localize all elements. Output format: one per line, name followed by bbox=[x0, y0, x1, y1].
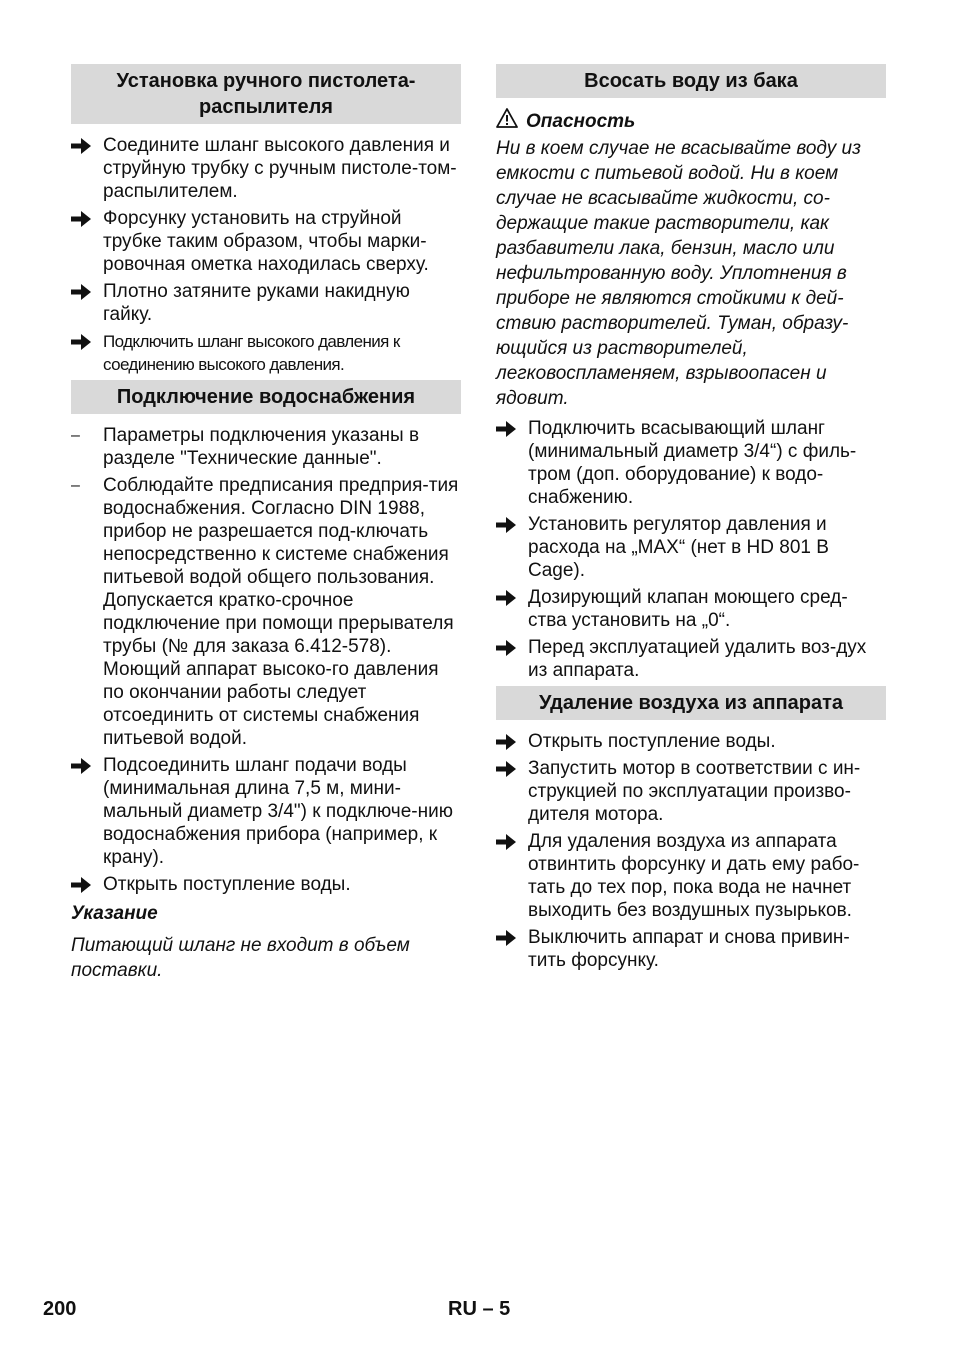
list-item bbox=[71, 330, 461, 376]
air-removal-steps-list bbox=[496, 730, 886, 972]
suction-steps-list bbox=[496, 417, 886, 682]
list-item bbox=[496, 730, 886, 753]
list-item-text: Соедините шланг высокого давления и струйную трубку с ручным пистоле-том-распылителем. bbox=[103, 135, 457, 202]
list-item-text: Форсунку установить на струйной трубке таким образом, чтобы марки-ровочная ометка находилась сверху. bbox=[103, 208, 429, 275]
right-column bbox=[496, 64, 886, 976]
arrow-right-icon bbox=[496, 730, 518, 753]
arrow-right-icon bbox=[496, 586, 518, 609]
page-number: 200 bbox=[43, 1298, 77, 1320]
arrow-right-icon bbox=[71, 754, 93, 777]
warning-triangle-icon bbox=[496, 108, 526, 134]
arrow-right-icon bbox=[71, 873, 93, 896]
list-item-text: Открыть поступление воды. bbox=[103, 874, 351, 895]
list-item bbox=[496, 513, 886, 582]
list-item bbox=[71, 134, 461, 203]
water-connection-notes-list bbox=[71, 424, 461, 750]
arrow-right-icon bbox=[496, 417, 518, 440]
note-text: Питающий шланг не входит в объем поставки. bbox=[71, 935, 410, 981]
section-title-install-spray-gun: Установка ручного пистолета-распылителя bbox=[71, 64, 461, 124]
list-item-text: Соблюдайте предписания предприя-тия водоснабжения. Согласно DIN 1988, прибор не разрешается под-ключать непосредственно к системе снабжения питьевой водой общего пользования. Допускается кратко-срочное подключение при помощи прерывателя трубы (№ для заказа 6.412-578). Моющий аппарат высоко-го давления по окончании работы следует отсоединить от системы снабжения питьевой водой. bbox=[103, 475, 459, 749]
arrow-right-icon bbox=[496, 513, 518, 536]
list-item-text: Установить регулятор давления и расхода на „MAX“ (нет в HD 801 B Cage). bbox=[528, 514, 829, 581]
arrow-right-icon bbox=[71, 330, 93, 353]
list-item bbox=[496, 830, 886, 922]
list-item-text: Подключить всасывающий шланг (минимальный диаметр 3/4“) с филь-тром (доп. оборудование) к водо-снабжению. bbox=[528, 418, 857, 508]
list-item-text: Параметры подключения указаны в разделе "Технические данные". bbox=[103, 425, 420, 469]
arrow-right-icon bbox=[496, 926, 518, 949]
arrow-right-icon bbox=[496, 830, 518, 853]
install-steps-list bbox=[71, 134, 461, 376]
list-item-text: Выключить аппарат и снова привин-тить форсунку. bbox=[528, 927, 850, 971]
dash-bullet: – bbox=[71, 427, 80, 444]
section-title-water-connection: Подключение водоснабжения bbox=[71, 380, 461, 414]
list-item-text: Для удаления воздуха из аппарата отвинтить форсунку и дать ему рабо-тать до тех пор, пока вода не начнет выходить без воздушных пузырьков. bbox=[528, 831, 860, 921]
list-item bbox=[71, 754, 461, 869]
list-item bbox=[496, 926, 886, 972]
list-item bbox=[71, 873, 461, 896]
list-item bbox=[496, 757, 886, 826]
section-title-air-removal: Удаление воздуха из аппарата bbox=[496, 686, 886, 720]
arrow-right-icon bbox=[496, 636, 518, 659]
list-item-text: Подключить шланг высокого давления к соединению высокого давления. bbox=[103, 332, 400, 374]
list-item bbox=[496, 586, 886, 632]
note-title: Указание bbox=[71, 903, 158, 924]
arrow-right-icon bbox=[71, 207, 93, 230]
list-item bbox=[71, 474, 461, 750]
arrow-right-icon bbox=[71, 134, 93, 157]
arrow-right-icon bbox=[71, 280, 93, 303]
list-item bbox=[71, 424, 461, 470]
danger-title: Опасность bbox=[526, 110, 636, 132]
water-connection-steps-list bbox=[71, 754, 461, 896]
list-item-text: Открыть поступление воды. bbox=[528, 731, 776, 752]
arrow-right-icon bbox=[496, 757, 518, 780]
list-item-text: Дозирующий клапан моющего сред-ства установить на „0“. bbox=[528, 587, 848, 631]
list-item bbox=[71, 207, 461, 276]
section-title-suction-from-tank: Всосать воду из бака bbox=[496, 64, 886, 98]
list-item bbox=[496, 417, 886, 509]
left-column bbox=[71, 64, 461, 983]
list-item bbox=[496, 636, 886, 682]
section-page-label: RU – 5 bbox=[448, 1298, 511, 1320]
danger-text: Ни в коем случае не всасывайте воду из емкости с питьевой водой. Ни в коем случае не всасывайте жидкости, со-держащие такие растворители, как разбавители лака, бензин, масло или нефильтрованную воду. Уплотнения в приборе не являются стойкими к дей-ствию растворителей. Туман, образу-ющийся из растворителей, легковоспламеняем, взрывоопасен и ядовит. bbox=[496, 138, 861, 409]
list-item-text: Запустить мотор в соответствии с ин-струкцией по эксплуатации произво-дителя мотора. bbox=[528, 758, 861, 825]
list-item bbox=[71, 280, 461, 326]
list-item-text: Плотно затяните руками накидную гайку. bbox=[103, 281, 410, 325]
danger-heading bbox=[496, 108, 886, 134]
dash-bullet: – bbox=[71, 477, 80, 494]
list-item-text: Перед эксплуатацией удалить воз-дух из аппарата. bbox=[528, 637, 867, 681]
list-item-text: Подсоединить шланг подачи воды (минимальная длина 7,5 м, мини-мальный диаметр 3/4") к подключе-нию водоснабжения прибора (например, к крану). bbox=[103, 755, 453, 868]
